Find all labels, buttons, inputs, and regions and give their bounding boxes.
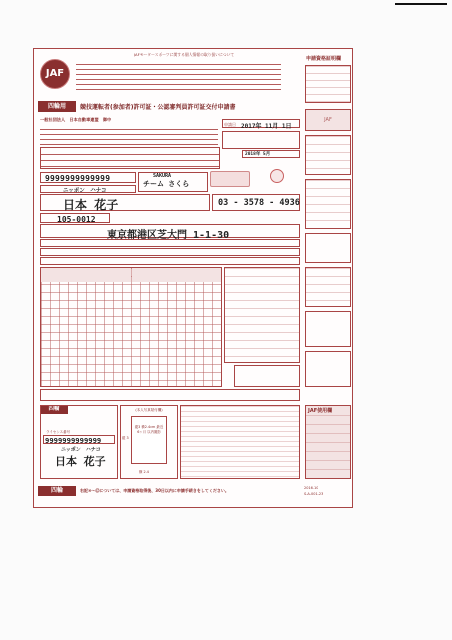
photo-size-width: 横 2.4 [139,470,149,474]
qualification-box-5 [305,311,351,347]
qualification-box-2 [305,179,351,229]
card-furigana: ニッポン ハナコ [61,447,101,453]
workplace-field[interactable] [40,248,300,256]
team-name: チーム さくら [143,180,190,188]
jaf-use-title: JAF使用欄 [306,406,350,415]
qualification-box-3 [305,233,351,263]
date-label: 申請日 [224,122,236,127]
intro-text-block [40,125,218,145]
club-stamp [210,171,250,187]
jaf-stamp-box: JAF [305,109,351,131]
photo-note: 縦3 横2.4cm 最近6ヶ月 以内撮影 [134,425,164,434]
application-form-sheet [33,48,353,508]
address-field[interactable]: 東京都港区芝大門 1-1-30 [40,224,300,238]
photo-box [120,405,178,479]
postal-code-field[interactable]: 105-0012 [40,213,110,223]
category-band: 四輪用 [38,101,76,112]
photo-caption: (本人写真貼付欄) [135,408,163,412]
footer-note: 右記⑩～⑫については、申請資格取得後、30日以内に申請手続きをしてください。 [80,488,229,493]
email-field[interactable] [40,239,300,247]
jaf-logo: JAF [40,59,70,89]
form-code: 2016.10 [304,486,319,490]
card-name: 日本 花子 [55,455,106,468]
furigana-field[interactable]: ニッポン ハナコ [40,185,136,193]
application-date-box [222,119,300,128]
qualification-box-4 [305,267,351,307]
license-table-header-right [132,268,221,282]
application-date: 2017年 11月 1日 [241,123,292,130]
license-number-label: ライセンス番号 [46,430,71,434]
photo-size-height: 縦 3 [122,436,129,440]
right-panel-title: 申請資格証明欄 [306,56,342,62]
club-name-field[interactable]: SAKURA チーム さくら [138,172,208,192]
bottom-category-band: 四輪 [40,405,68,414]
privacy-text-block [76,60,281,95]
license-table-header-left [41,268,131,282]
scan-corner-mark [395,3,447,5]
name-field[interactable]: 日本 花子 [40,194,210,211]
org-line: 一般社団法人 日本自動車連盟 御中 [40,117,112,122]
jaf-use-panel [305,405,351,479]
form-title: 競技運転者(参加者)許可証・公認審判員許可証交付申請書 [80,104,236,111]
photo-slot [131,416,167,464]
phone-field[interactable]: 03 - 3578 - 4936 [212,194,300,211]
id-stamp [270,169,284,183]
qualification-box-1 [305,135,351,175]
application-type-box [40,147,220,169]
license-grade-table [40,267,222,387]
member-number-field[interactable]: 9999999999999 [40,172,136,183]
instruction-strip [40,389,300,401]
card-member-number[interactable]: 9999999999999 [43,435,115,444]
qualification-box-6 [305,351,351,387]
card-name-block [43,446,115,472]
qualification-checklist [305,65,351,103]
emergency-contact-field[interactable] [40,257,300,265]
form-id: S-A-001-23 [304,492,324,496]
signature-date: 2018年 5月 [245,152,271,157]
footer-category-band: 四輪 [38,486,76,496]
privacy-notice-header: JAFモータースポーツに関する個人情報の取り扱いについて [134,52,235,57]
signature-box [242,150,300,158]
fee-box [234,365,300,387]
certification-area [224,267,300,363]
notes-box [180,405,300,479]
region-code-box [222,131,300,149]
